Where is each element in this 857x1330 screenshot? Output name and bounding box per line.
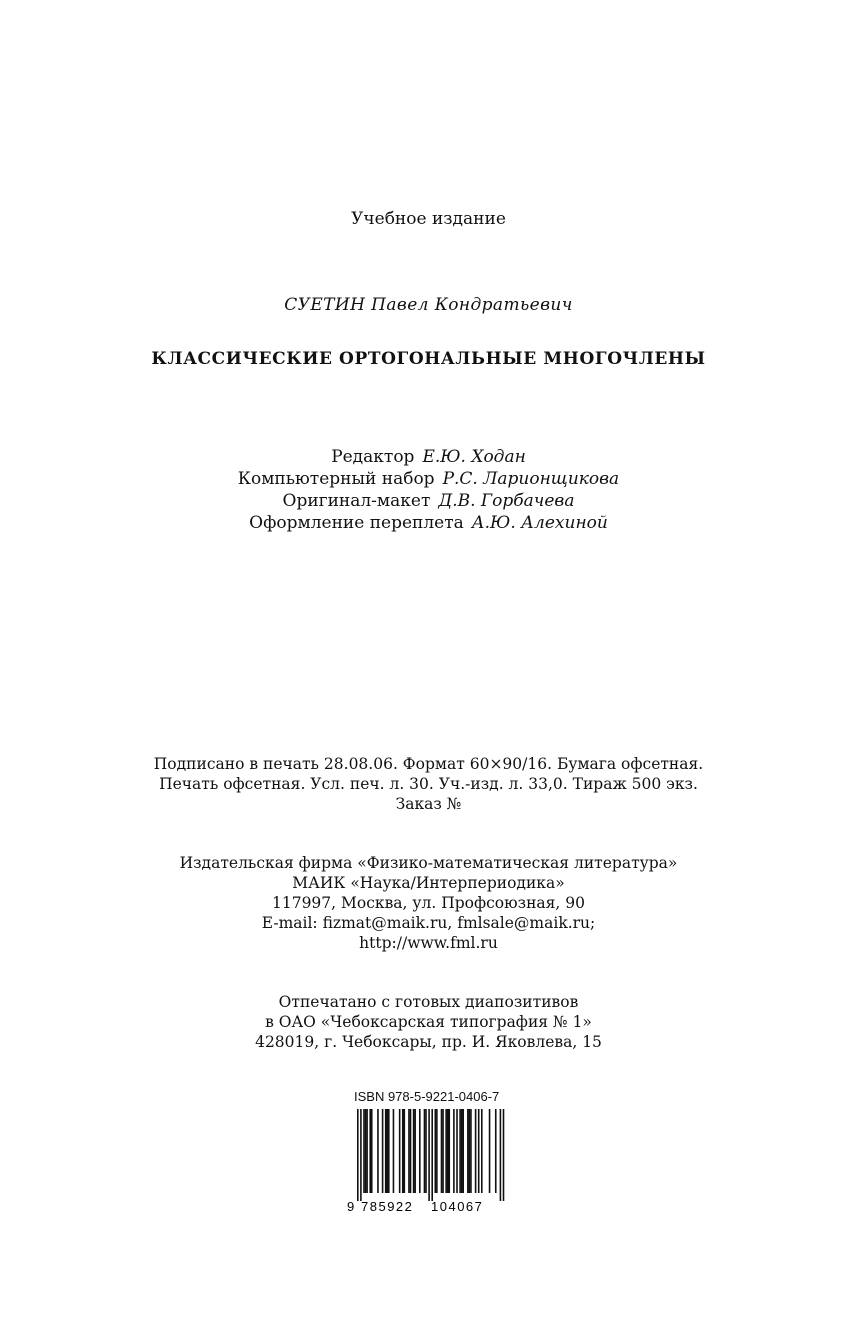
barcode-bar	[448, 1109, 450, 1193]
barcode-bar	[386, 1109, 388, 1193]
barcode-bar	[503, 1109, 505, 1201]
barcode-bar	[461, 1109, 463, 1193]
barcode-bar	[445, 1109, 447, 1193]
edition-type: Учебное издание	[351, 209, 506, 229]
barcode-bar	[408, 1109, 410, 1193]
barcode-bar	[366, 1109, 368, 1193]
barcode-bar	[489, 1109, 491, 1193]
barcode-bars	[357, 1109, 504, 1201]
isbn-number: ISBN 978-5-9221-0406-7	[354, 1089, 500, 1104]
author-name: СУЕТИН Павел Кондратьевич	[284, 295, 573, 315]
isbn-barcode	[345, 1107, 507, 1215]
barcode-bar	[478, 1109, 480, 1193]
print-info-line: Заказ №	[395, 795, 462, 813]
publisher-url: http://www.fml.ru	[359, 934, 498, 952]
printer-line: в ОАО «Чебоксарская типография № 1»	[265, 1013, 592, 1031]
barcode-first-digit: 9	[347, 1199, 355, 1214]
barcode-bar	[414, 1109, 416, 1193]
publisher-line: МАИК «Наука/Интерпериодика»	[292, 874, 565, 892]
print-info-line: Печать офсетная. Усл. печ. л. 30. Уч.-изд. л. 33,0. Тираж 500 экз.	[159, 775, 698, 793]
barcode-bar	[475, 1109, 477, 1193]
barcode-bar	[424, 1109, 426, 1193]
barcode-bar	[428, 1109, 430, 1201]
barcode-left-digits: 785922	[361, 1199, 414, 1214]
barcode-bar	[462, 1109, 464, 1193]
barcode-bar	[357, 1109, 359, 1201]
publisher-line: 117997, Москва, ул. Профсоюзная, 90	[271, 894, 586, 912]
barcode-bar	[393, 1109, 395, 1193]
barcode-bar	[441, 1109, 443, 1193]
barcode-bar	[495, 1109, 497, 1193]
barcode-bar	[431, 1109, 433, 1201]
barcode-bar	[456, 1109, 458, 1193]
barcode-bar	[447, 1109, 449, 1193]
barcode-bar	[363, 1109, 365, 1193]
barcode-bar	[425, 1109, 427, 1193]
barcode-bar	[388, 1109, 390, 1193]
publisher-email: E-mail: fizmat@maik.ru, fmlsale@maik.ru;	[261, 914, 596, 932]
barcode-bar	[399, 1109, 401, 1193]
barcode-bar	[435, 1109, 437, 1193]
barcode-bar	[419, 1109, 421, 1193]
book-title: КЛАССИЧЕСКИЕ ОРТОГОНАЛЬНЫЕ МНОГОЧЛЕНЫ	[151, 349, 706, 369]
barcode-bar	[410, 1109, 412, 1193]
barcode-bar	[382, 1109, 384, 1193]
barcode-bar	[371, 1109, 373, 1193]
barcode-bar	[470, 1109, 472, 1193]
barcode-bar	[402, 1109, 404, 1193]
barcode-bar	[442, 1109, 444, 1193]
credit-editor: Редактор Е.Ю. Ходан	[331, 447, 526, 467]
credit-layout: Оригинал-макет Д.В. Горбачева	[282, 491, 575, 511]
credit-typesetting: Компьютерный набор Р.С. Ларионщикова	[237, 469, 620, 489]
barcode-bar	[467, 1109, 469, 1193]
barcode-bar	[436, 1109, 438, 1193]
barcode-bar	[413, 1109, 415, 1193]
credit-cover: Оформление переплета А.Ю. Алехиной	[249, 513, 608, 533]
printer-line: Отпечатано с готовых диапозитивов	[278, 993, 579, 1011]
barcode-right-digits: 104067	[431, 1199, 484, 1214]
publisher-line: Издательская фирма «Физико-математическая литература»	[179, 854, 678, 872]
barcode-bar	[453, 1109, 455, 1193]
barcode-bar	[459, 1109, 461, 1193]
barcode-bar	[369, 1109, 371, 1193]
barcode-bar	[469, 1109, 471, 1193]
barcode-bar	[385, 1109, 387, 1193]
barcode-bar	[377, 1109, 379, 1193]
barcode-bar	[365, 1109, 367, 1193]
barcode-bar	[481, 1109, 483, 1193]
barcode-bar	[360, 1109, 362, 1201]
printer-line: 428019, г. Чебоксары, пр. И. Яковлева, 15	[255, 1033, 602, 1051]
print-info-line: Подписано в печать 28.08.06. Формат 60×90/16. Бумага офсетная.	[153, 755, 704, 773]
barcode-bar	[404, 1109, 406, 1193]
barcode-bar	[500, 1109, 502, 1201]
